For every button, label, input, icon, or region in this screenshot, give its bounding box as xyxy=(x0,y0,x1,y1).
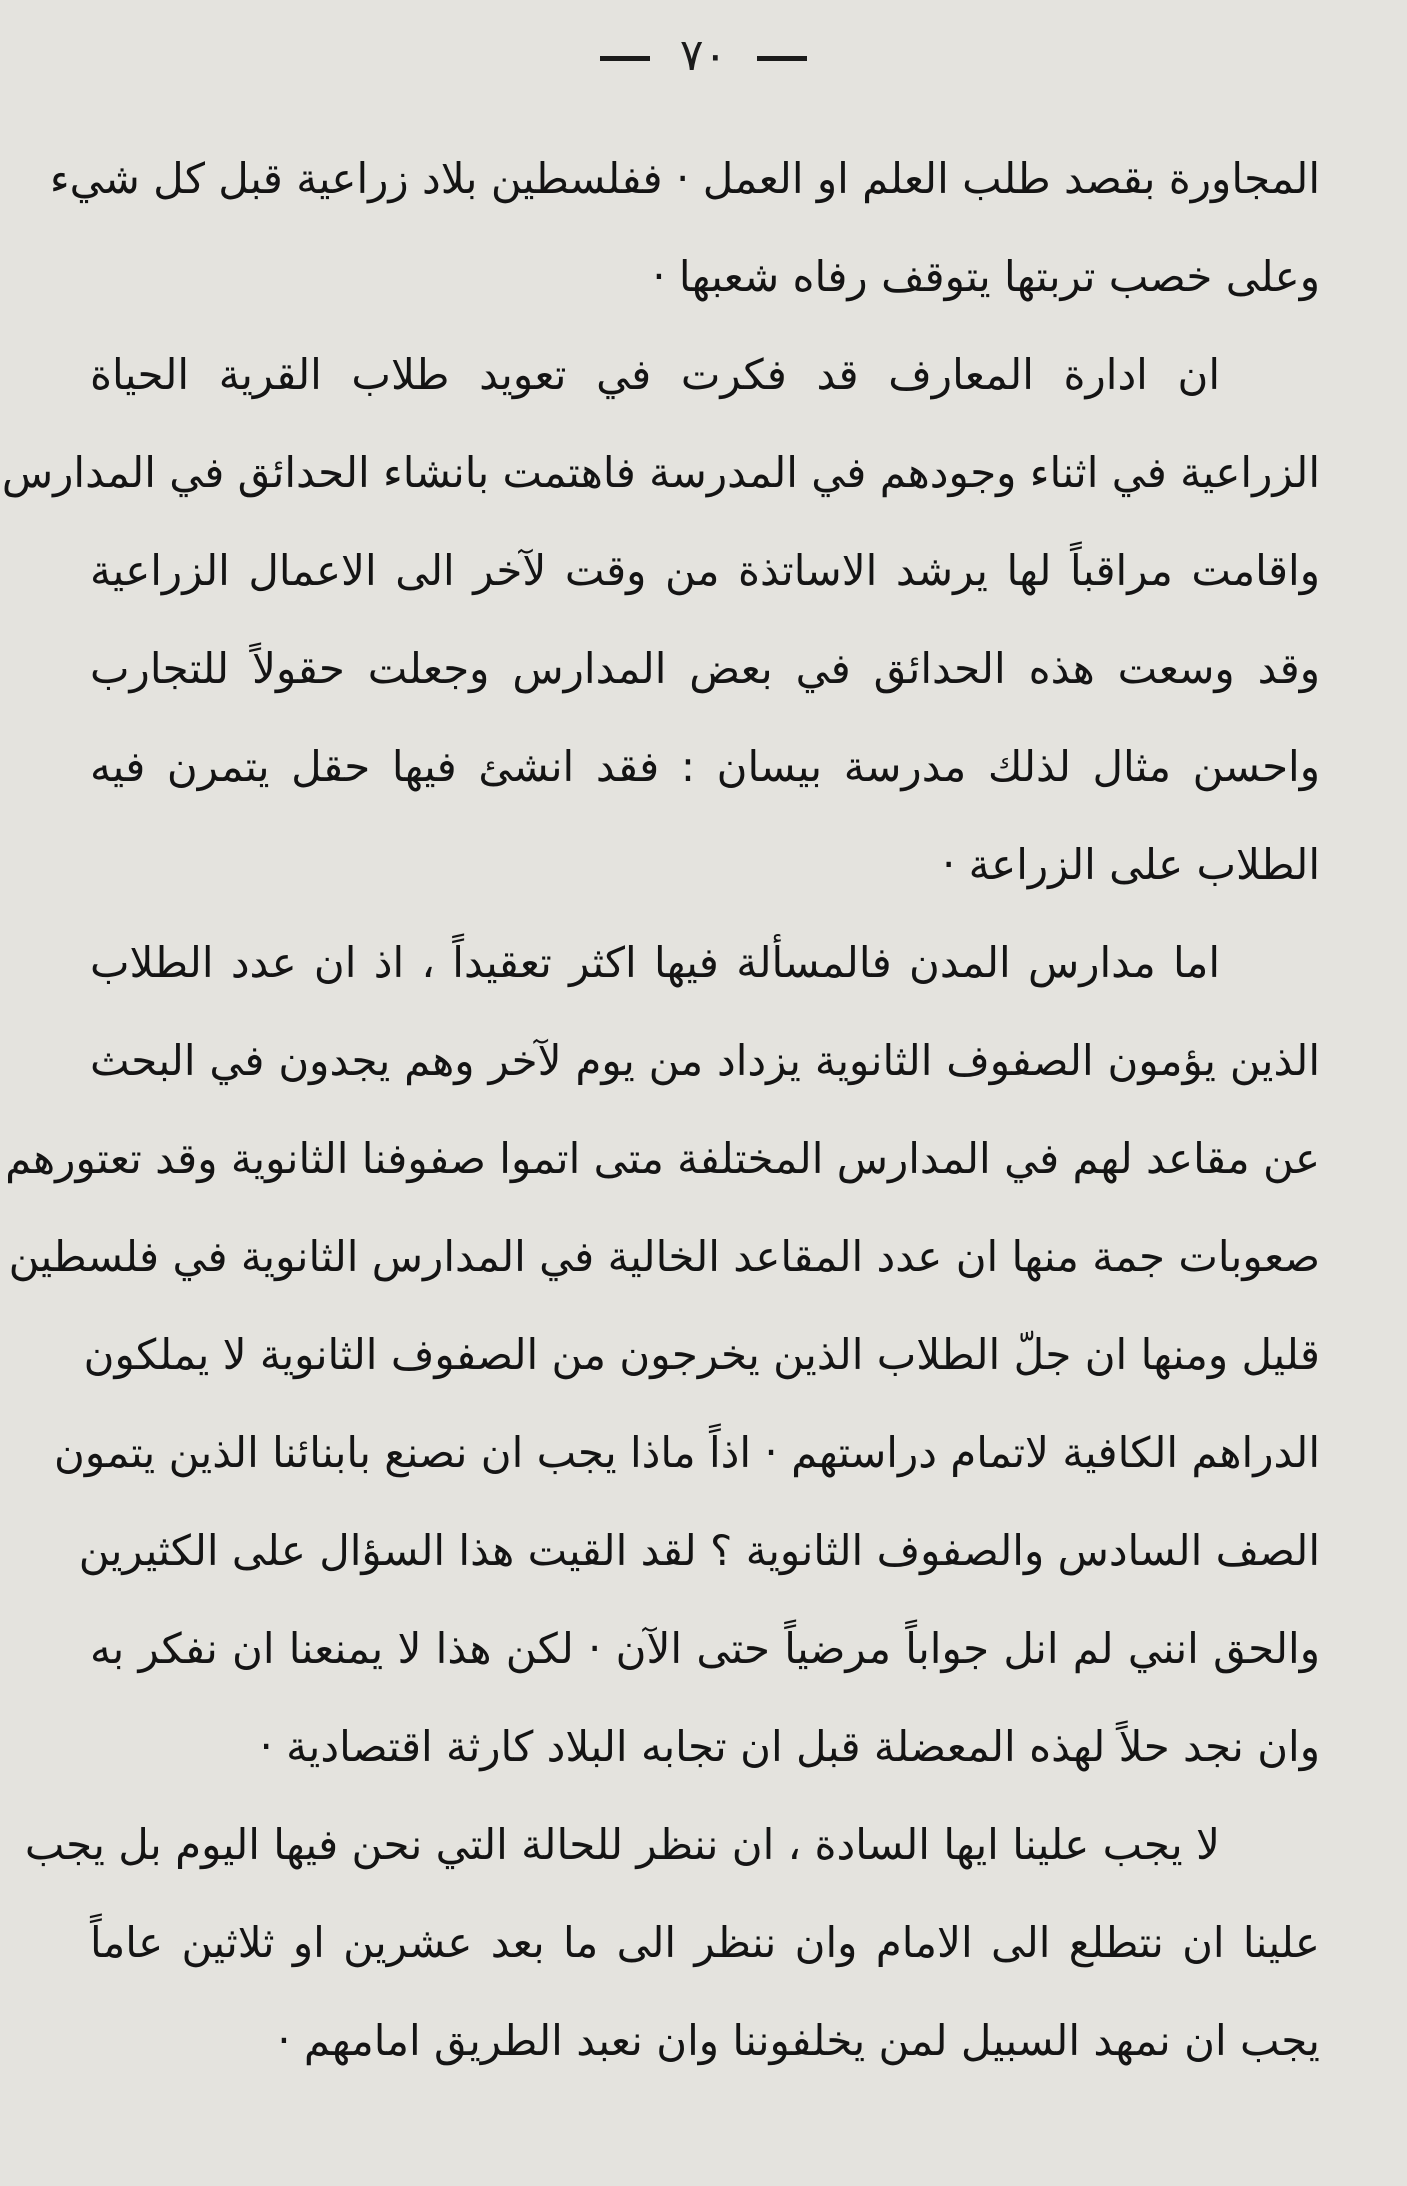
text-line: واحسن مثال لذلك مدرسة بيسان : فقد انشئ فيها حقل يتمرن فيه xyxy=(90,742,1320,791)
text-line: عن مقاعد لهم في المدارس المختلفة متى اتموا صفوفنا الثانوية وقد تعتورهم xyxy=(5,1134,1320,1183)
header-dash-left xyxy=(757,56,807,61)
text-line: لا يجب علينا ايها السادة ، ان ننظر للحالة التي نحن فيها اليوم بل يجب xyxy=(24,1820,1220,1869)
page-number: ٧٠ xyxy=(679,30,728,81)
header-dash-right xyxy=(600,56,650,61)
paragraph xyxy=(24,1796,1320,2090)
text-line: وان نجد حلاً لهذه المعضلة قبل ان تجابه البلاد كارثة اقتصادية · xyxy=(259,1722,1320,1771)
text-line: قليل ومنها ان جلّ الطلاب الذين يخرجون من الصفوف الثانوية لا يملكون xyxy=(83,1330,1320,1379)
text-line: الطلاب على الزراعة · xyxy=(941,840,1320,889)
text-line: الزراعية في اثناء وجودهم في المدرسة فاهتمت بانشاء الحدائق في المدارس xyxy=(1,448,1320,497)
text-line: المجاورة بقصد طلب العلم او العمل · ففلسطين بلاد زراعية قبل كل شيء xyxy=(49,154,1320,203)
text-line: الصف السادس والصفوف الثانوية ؟ لقد القيت هذا السؤال على الكثيرين xyxy=(78,1526,1320,1575)
text-line: وقد وسعت هذه الحدائق في بعض المدارس وجعلت حقولاً للتجارب xyxy=(90,644,1320,693)
text-line: والحق انني لم انل جواباً مرضياً حتى الآن · لكن هذا لا يمنعنا ان نفكر به xyxy=(90,1624,1320,1673)
page-body xyxy=(1,130,1320,2090)
paragraph xyxy=(1,326,1320,914)
text-line: صعوبات جمة منها ان عدد المقاعد الخالية في المدارس الثانوية في فلسطين xyxy=(8,1232,1320,1281)
paragraph xyxy=(49,130,1320,326)
text-line: يجب ان نمهد السبيل لمن يخلفوننا وان نعبد الطريق امامهم · xyxy=(277,2016,1320,2065)
text-line: الدراهم الكافية لاتمام دراستهم · اذاً ماذا يجب ان نصنع بابنائنا الذين يتمون xyxy=(54,1428,1320,1477)
paragraph xyxy=(5,914,1320,1796)
text-line: واقامت مراقباً لها يرشد الاساتذة من وقت لآخر الى الاعمال الزراعية xyxy=(90,546,1320,595)
text-line: علينا ان نتطلع الى الامام وان ننظر الى ما بعد عشرين او ثلاثين عاماً xyxy=(90,1918,1320,1967)
text-line: ان ادارة المعارف قد فكرت في تعويد طلاب القرية الحياة xyxy=(90,350,1220,399)
text-line: وعلى خصب تربتها يتوقف رفاه شعبها · xyxy=(652,252,1320,301)
text-line: اما مدارس المدن فالمسألة فيها اكثر تعقيداً ، اذ ان عدد الطلاب xyxy=(90,938,1220,987)
page-header xyxy=(0,30,1407,81)
text-line: الذين يؤمون الصفوف الثانوية يزداد من يوم لآخر وهم يجدون في البحث xyxy=(90,1036,1320,1085)
